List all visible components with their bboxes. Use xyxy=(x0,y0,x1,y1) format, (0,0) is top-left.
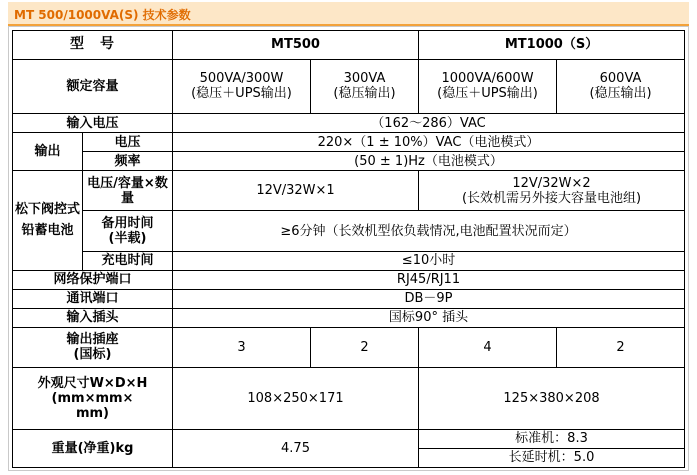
table-row xyxy=(13,152,685,171)
battery-vc-a: 12V/32W×1 xyxy=(173,171,419,211)
battery-charge-value: ≤10小时 xyxy=(173,251,685,270)
output-label: 输出 xyxy=(13,133,83,171)
output-freq-value: (50 ± 1)Hz（电池模式） xyxy=(173,152,685,171)
spec-table xyxy=(12,30,685,468)
rated-capacity-v4: 600VA (稳压输出) xyxy=(557,59,685,114)
section-title: MT 500/1000VA(S) 技术参数 xyxy=(14,8,191,22)
table-row xyxy=(13,289,685,308)
dimensions-b: 125×380×208 xyxy=(419,367,685,429)
output-voltage-label: 电压 xyxy=(83,133,173,152)
table-row xyxy=(13,133,685,152)
output-socket-v3: 4 xyxy=(419,327,557,367)
weight-label: 重量(净重)kg xyxy=(13,429,173,467)
input-voltage-label: 输入电压 xyxy=(13,114,173,133)
table-row xyxy=(13,211,685,251)
table-row xyxy=(13,367,685,429)
rated-capacity-label: 额定容量 xyxy=(13,59,173,114)
comm-port-label: 通讯端口 xyxy=(13,289,173,308)
input-voltage-value: （162～286）VAC xyxy=(173,114,685,133)
battery-backup-label: 备用时间 (半载) xyxy=(83,211,173,251)
output-freq-label: 频率 xyxy=(83,152,173,171)
output-socket-label: 输出插座 (国标) xyxy=(13,327,173,367)
output-voltage-value: 220×（1 ± 10%）VAC（电池模式） xyxy=(173,133,685,152)
weight-b-standard: 标准机：8.3 xyxy=(419,429,685,448)
network-port-label: 网络保护端口 xyxy=(13,270,173,289)
weight-a: 4.75 xyxy=(173,429,419,467)
output-socket-v1: 3 xyxy=(173,327,311,367)
table-row xyxy=(13,429,685,448)
input-plug-label: 输入插头 xyxy=(13,308,173,327)
battery-label: 松下阀控式铅蓄电池 xyxy=(13,171,83,270)
output-socket-v4: 2 xyxy=(557,327,685,367)
input-plug-value: 国标90° 插头 xyxy=(173,308,685,327)
rated-capacity-v1: 500VA/300W (稳压＋UPS输出) xyxy=(173,59,311,114)
model-mt1000: MT1000（S） xyxy=(419,31,685,60)
table-row xyxy=(13,327,685,367)
table-row xyxy=(13,114,685,133)
table-row xyxy=(13,308,685,327)
model-label: 型 号 xyxy=(13,31,173,60)
table-row xyxy=(13,270,685,289)
dimensions-label: 外观尺寸W×D×H (mm×mm× mm) xyxy=(13,367,173,429)
table-row xyxy=(13,59,685,114)
dimensions-a: 108×250×171 xyxy=(173,367,419,429)
battery-vc-label: 电压/容量×数量 xyxy=(83,171,173,211)
table-row xyxy=(13,171,685,211)
battery-backup-value: ≥6分钟（长效机型依负载情况,电池配置状况而定） xyxy=(173,211,685,251)
model-mt500: MT500 xyxy=(173,31,419,60)
output-socket-v2: 2 xyxy=(311,327,419,367)
weight-b-long: 长延时机：5.0 xyxy=(419,448,685,467)
rated-capacity-v2: 300VA (稳压输出) xyxy=(311,59,419,114)
table-row xyxy=(13,251,685,270)
rated-capacity-v3: 1000VA/600W (稳压＋UPS输出) xyxy=(419,59,557,114)
comm-port-value: DB－9P xyxy=(173,289,685,308)
table-row xyxy=(13,31,685,60)
battery-vc-b: 12V/32W×2 (长效机需另外接大容量电池组) xyxy=(419,171,685,211)
section-header xyxy=(8,2,689,26)
battery-charge-label: 充电时间 xyxy=(83,251,173,270)
network-port-value: RJ45/RJ11 xyxy=(173,270,685,289)
